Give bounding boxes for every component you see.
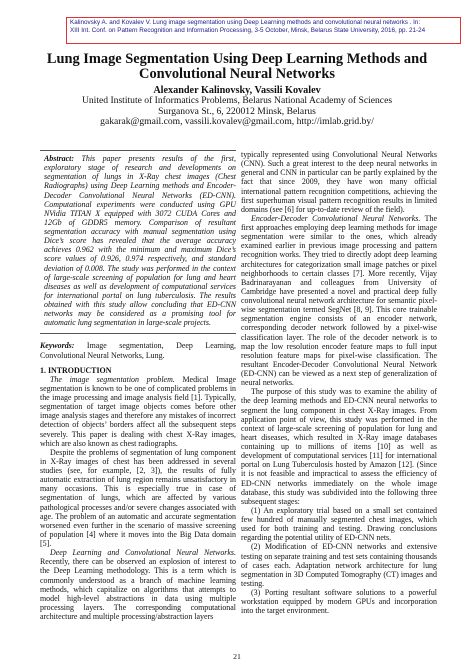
stage-2: (2) Modification of ED-CNN networks and extensive testing on separate training and test sets containing thousands of cases each. Adaptation network architecture for lung segmentation in 3D Computed Tomography (CT) images and testing. xyxy=(241,542,437,588)
left-column xyxy=(40,150,236,621)
right-paragraph-1: typically represented using Convolutional Neural Networks (CNN). Such a great interest to the deep neural networks in general and CNN in particular can be partly explained by the fact that since 2009, they have won many official international pattern recognition competitions, achieving the first superhuman visual pattern recognition results in limited domains (see [6] for up-to-date review of the field). xyxy=(241,150,437,214)
affiliation-institute: United Institute of Informatics Problems, Belarus National Academy of Sciences xyxy=(81,95,393,106)
intro-paragraph-3-lead: Deep Learning and Convolutional Neural Networks. xyxy=(50,548,236,558)
citation-box xyxy=(66,17,461,44)
title-line-2: Convolutional Neural Networks xyxy=(139,66,335,82)
intro-paragraph-1 xyxy=(40,375,236,448)
affiliation xyxy=(40,96,434,128)
abstract-block xyxy=(40,150,236,334)
right-paragraph-3: The purpose of this study was to examine the ability of the deep learning methods and ED-CNN neural networks to segment the lung component in chest X-Ray images. From application point of view, this study was performed in the context of large-scale screening of population for lung and heart diseases, which resulted in X-Ray image databases containing up to millions of items [10] as well as development of computational services [11] for international portal on Lung Tuberculosis hosted by Amazon [12]. (Since it is not feasible and impractical to assess the efficiency of ED-CNN networks immediately on the whole image database, this study was subdivided into the following three subsequent stages: xyxy=(241,387,437,506)
intro-paragraph-1-lead: The image segmentation problem. xyxy=(50,374,175,384)
title-line-1: Lung Image Segmentation Using Deep Learning Methods and xyxy=(46,51,428,67)
right-paragraph-2-text: The first approaches employing deep learning methods for image segmentation were similar to the ones, which already examined earlier in previous image processing and pattern recognition works. They tried to directly adopt deep learning architectures for categorization small image patches or pixel neighborhoods to certain classes [7]. More recently, Vijay Badrinarayanan and colleagues from University of Cambridge have presented a novel and practical deep fully convolutional neural network architecture for semantic pixel-wise segmentation termed SegNet [8, 9]. This core trainable segmentation engine consists of an encoder network, corresponding decoder network followed by a pixel-wise classification layer. The role of the decoder network is to map the low resolution encoder feature maps to full input resolution feature maps for pixel-wise classification. The resultant Encoder-Decoder Convolutional Neural Network (ED-CNN) can be viewed as a next step of generalization of neural networks. xyxy=(241,213,437,388)
abstract-label: Abstract: xyxy=(44,154,74,163)
affiliation-contacts: gakarak@gmail.com, vassili.kovalev@gmail.com, http://imlab.grid.by/ xyxy=(100,116,374,128)
intro-paragraph-2: Despite the problems of segmentation of lung component in X-Ray images of chest has been addressed in several studies (see, for example, [2, 3]), the results of fully automatic extraction of lung region remains unsatisfactory in many occasions. This is especially true in case of segmentation of lungs, which are affected by various pathological processes and/or severe changes associated with age. The problem of an automatic and accurate segmentation worsened even further in the scenario of massive screening of population [4] where it moves into the Big Data domain [5]. xyxy=(40,447,236,548)
intro-paragraph-1-text: Medical Image segmentation is known to be one of complicated problems in the image processing and image analysis field [1]. Typically, segmentation of target image objects comes before other image analysis stages and therefore any mistakes of incorrect detection of objects’ borders affect all the subsequent steps severely. This paper is dealing with chest X-Ray images, which are also known as chest radiographs. xyxy=(40,374,237,448)
page-number: 21 xyxy=(233,652,241,661)
keywords xyxy=(40,341,236,359)
affiliation-address: Surganova St., 6, 220012 Minsk, Belarus xyxy=(158,105,316,117)
abstract xyxy=(40,154,236,327)
citation-line-1: Kalinovsky A. and Kovalev V. Lung image segmentation using Deep Learning methods and convolutional neural networks . In: xyxy=(70,19,421,26)
right-column xyxy=(241,150,437,615)
right-paragraph-2-lead: Encoder-Decoder Convolutional Neural Networks. xyxy=(251,213,421,223)
intro-paragraph-3 xyxy=(40,548,236,621)
intro-paragraph-3-text: Recently, there can be observed an explosion of interest to the Deep Learning methodology. This is a term which is commonly understood as a branch of machine learning methods, which capitalize on algorithms that attempts to model high-level abstractions in data using multiple processing layers. The corresponding computational architecture and multiple processing/abstraction layers xyxy=(40,557,236,621)
authors: Alexander Kalinovsky, Vassili Kovalev xyxy=(153,85,321,96)
paper-title xyxy=(40,52,434,82)
right-paragraph-2 xyxy=(241,214,437,387)
keywords-text: Image segmentation, Deep Learning, Convolutional Neural Networks, Lung. xyxy=(40,341,236,360)
stage-1: (1) An exploratory trial based on a small set contained few hundred of manually segmented chest images, which used for both training and testing. Drawing conclusions regarding the potential utility of ED-CNN nets. xyxy=(241,505,437,543)
citation-line-2: XIII Int. Conf. on Pattern Recognition and Information Processing, 3-5 October, Minsk, Belarus State University, 2016, pp. 21-24 xyxy=(70,27,426,35)
keywords-label: Keywords: xyxy=(40,341,75,351)
abstract-text: This paper presents results of the first, exploratory stage of research and developments on segmentation of lungs in X-Ray chest images (Chest Radiographs) using Deep Learning methods and Encoder-Decoder Convolutional Neural Networks (ED-CNN). Computational experiments were conducted using GPU NVidia TITAN X equipped with 3072 CUDA Cores and 12Gb of GDDR5 memory. Comparison of resultant segmentation accuracy with manual segmentation using Dice’s score has revealed that the average accuracy achieves 0.962 with the minimum and maximum Dice’s score values of 0.926, 0.974 respectively, and standard deviation of 0.008. The study was performed in the context of large-scale screening of population for lung and heart diseases as well as development of computational services for international portal on lung tuberculosis. The results obtained with this study allow concluding that ED-CNN networks may be considered as a promising tool for automatic lung segmentation in large-scale projects. xyxy=(44,154,236,328)
stage-3: (3) Porting resultant software solutions to a powerful workstation equipped by modern GPUs and incorporation into the target environment. xyxy=(241,588,437,616)
section-heading-introduction: 1. INTRODUCTION xyxy=(40,365,112,375)
